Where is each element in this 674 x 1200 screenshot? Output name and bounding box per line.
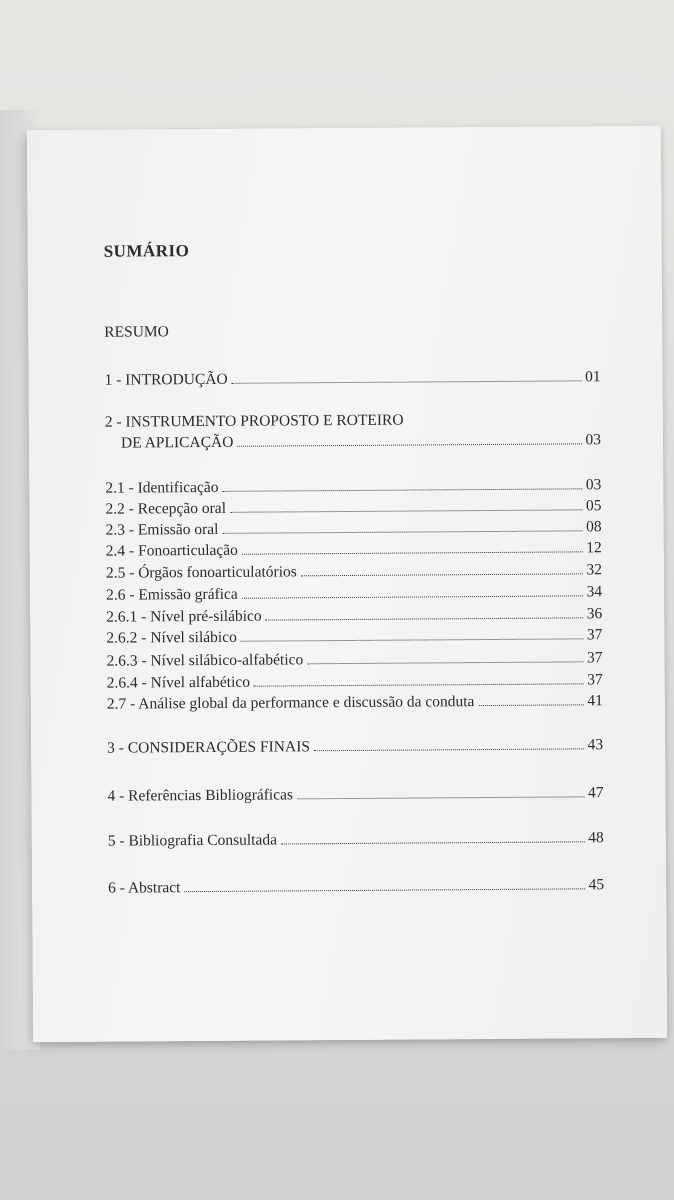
toc-leader	[301, 561, 583, 576]
toc-label: 2.6.2 - Nível silábico	[106, 628, 237, 647]
toc-entry-bibliografia	[108, 829, 604, 850]
toc-entry-introducao	[105, 368, 601, 389]
toc-label: 2.6 - Emissão gráfica	[106, 585, 238, 604]
toc-entry-2-6-1	[106, 605, 602, 626]
toc-leader	[232, 368, 581, 383]
toc-entry-abstract	[108, 876, 604, 897]
toc-page-number: 05	[585, 497, 602, 515]
toc-label: DE APLICAÇÃO	[120, 433, 234, 452]
toc-label: 2.4 - Fonoarticulação	[105, 541, 238, 560]
toc-leader	[266, 605, 583, 620]
toc-label: 2.5 - Órgãos fonoarticulatórios	[105, 563, 297, 582]
toc-label: 3 - CONSIDERAÇÕES FINAIS	[107, 738, 311, 757]
page-title: SUMÁRIO	[103, 241, 190, 261]
toc-leader	[184, 876, 584, 892]
toc-leader	[241, 626, 583, 641]
document-page	[27, 126, 667, 1042]
toc-label: 2.1 - Identificação	[105, 478, 219, 497]
toc-entry-2-6-3	[106, 649, 602, 670]
toc-page-number: 37	[587, 671, 603, 689]
toc-page-number: 36	[586, 605, 603, 623]
toc-label: 4 - Referências Bibliográficas	[107, 786, 294, 805]
toc-label: 2.3 - Emissão oral	[105, 520, 219, 539]
toc-entry-2-7	[107, 692, 603, 713]
toc-page-number: 01	[585, 368, 601, 386]
toc-entry-consideracoes	[107, 736, 603, 757]
toc-entry-2-5	[106, 561, 602, 582]
toc-page-number: 32	[586, 561, 602, 579]
toc-label: 1 - INTRODUÇÃO	[104, 370, 228, 389]
toc-label: 6 - Abstract	[108, 879, 181, 897]
toc-leader	[314, 736, 584, 751]
toc-page-number: 03	[585, 476, 602, 494]
toc-leader	[307, 649, 583, 664]
toc-page-number: 45	[588, 876, 605, 894]
toc-page-number: 47	[587, 784, 604, 802]
toc-page-number: 48	[588, 829, 604, 847]
toc-leader	[222, 518, 582, 534]
toc-page-number: 37	[586, 626, 603, 644]
toc-page-number: 43	[587, 736, 604, 754]
resumo-heading: RESUMO	[104, 323, 169, 341]
toc-entry-instrumento-line1: 2 - INSTRUMENTO PROPOSTO E ROTEIRO	[104, 411, 404, 431]
toc-page-number: 37	[586, 649, 603, 667]
toc-leader	[281, 829, 584, 844]
toc-entry-2-6-4	[107, 671, 603, 692]
toc-page-number: 34	[586, 583, 603, 601]
toc-leader	[230, 497, 582, 512]
toc-leader	[242, 583, 583, 598]
toc-page-number: 41	[587, 692, 603, 710]
toc-leader	[297, 784, 584, 799]
toc-label: 5 - Bibliografia Consultada	[107, 831, 278, 850]
toc-entry-2-3	[106, 518, 602, 539]
toc-entry-2-6-2	[106, 626, 602, 647]
toc-entry-2-2	[105, 497, 601, 518]
toc-label: 2.6.3 - Nível silábico-alfabético	[106, 651, 304, 670]
toc-page-number: 08	[586, 518, 602, 536]
toc-page-number: 03	[585, 431, 602, 449]
toc-entry-referencias	[107, 784, 603, 805]
toc-entry-2-6	[106, 583, 602, 604]
toc-label: 2.2 - Recepção oral	[105, 499, 227, 518]
toc-leader	[242, 539, 582, 554]
toc-entry-instrumento-line2	[121, 431, 601, 452]
toc-label: 2.6.4 - Nível alfabético	[106, 673, 251, 692]
toc-label: 2.7 - Análise global da performance e discussão da conduta	[106, 693, 475, 713]
toc-leader	[237, 431, 581, 446]
toc-leader	[478, 692, 583, 706]
toc-entry-2-4	[106, 539, 602, 560]
toc-leader	[222, 476, 581, 492]
toc-entry-2-1	[105, 476, 601, 497]
toc-page-number: 12	[586, 539, 602, 557]
toc-leader	[254, 671, 583, 686]
toc-label: 2.6.1 - Nível pré-silábico	[106, 607, 262, 626]
